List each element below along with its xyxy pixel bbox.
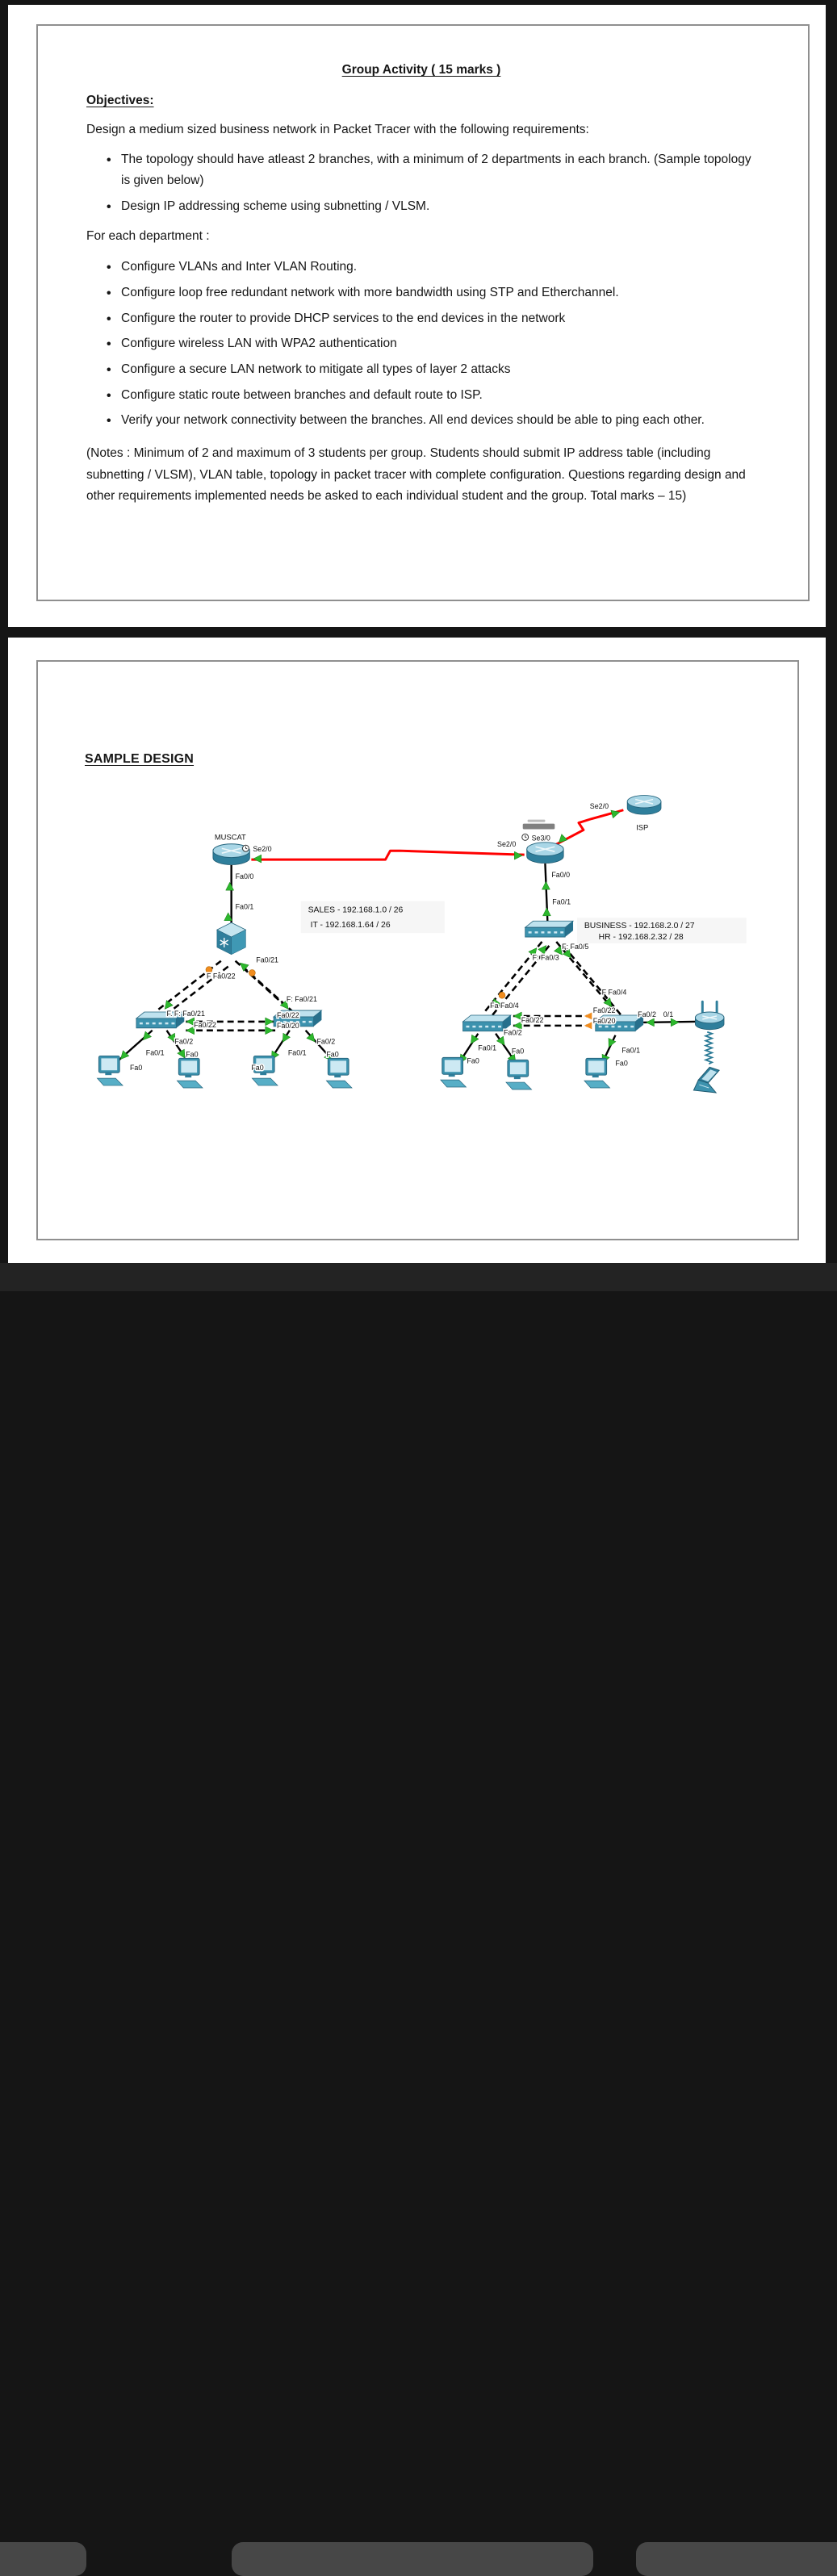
port-label: Se3/0 [531,834,550,843]
department-tasks-list [86,257,756,432]
port-label: Fa0/0 [235,872,254,880]
subnet-label: HR - 192.168.2.32 / 28 [598,933,684,943]
page1-border-box [36,24,810,601]
port-label: Fa0/1 [235,902,254,911]
port-label: Fa0/2 [503,1028,522,1037]
port-label: Fa0/1 [621,1046,641,1055]
network-topology-diagram [56,767,799,1114]
for-each-heading: For each department : [86,228,210,243]
port-label: Fa0/2 [174,1037,194,1046]
page2-border-box [36,660,799,1240]
port-label: Fa0/20 [592,1016,616,1025]
page-title: Group Activity ( 15 marks ) [341,63,501,77]
bullet-text: Design IP addressing scheme using subnetting / VLSM. [121,199,430,213]
document-page-2 [8,638,826,1263]
document-page-1 [8,5,826,627]
serial-link-muscat-branch2 [251,851,524,859]
port-label: Fa0/21 [256,956,278,964]
bullet-item [86,196,756,218]
router-isp [627,796,661,815]
port-label: F: Fa0/5 [562,942,589,951]
pc-4 [326,1058,352,1088]
bullet-text: Verify your network connectivity between the branches. All end devices should be able to ping each other. [121,413,705,428]
port-label: F. F: Fa0/21 [166,1009,205,1018]
sample-design-heading: SAMPLE DESIGN [85,752,195,766]
notes-paragraph: (Notes : Minimum of 2 and maximum of 3 students per group. Students should submit IP address table (including subnetting / VLSM), VLAN table, topology in packet tracer with complete configuration. Questions regarding design and other requirements implemented needs be asked to each individual student and the group. Total marks – 15) [86,445,746,504]
requirements-list [86,149,756,218]
router-branch2 [527,843,564,864]
bullet-item [86,149,756,192]
bullet-text: Configure wireless LAN with WPA2 authentication [121,337,397,351]
port-label: Fa0/2 [316,1037,336,1046]
bullet-text: Configure VLANs and Inter VLAN Routing. [121,260,358,274]
pc-1 [97,1056,123,1085]
port-label: Fa0/1 [145,1048,165,1057]
port-label: Fa Fa0/4 [490,1002,519,1010]
bullet-text: Configure the router to provide DHCP services to the end devices in the network [121,311,566,325]
wireless-laptop [693,1067,719,1093]
device-name: MUSCAT [214,832,246,842]
bullet-text: Configure loop free redundant network with more bandwidth using STP and Etherchannel. [121,285,619,299]
port-label: Fa0/22 [194,1020,216,1029]
bullet-item [86,410,756,432]
port-label: Fa0/20 [277,1021,299,1030]
port-label: Fa0/1 [552,897,571,906]
port-label: Fa0 [511,1047,525,1056]
port-label: Fa0/22 [521,1015,544,1024]
multilayer-switch-branch1 [217,922,246,955]
clock-icon [522,834,529,840]
bullet-item [86,308,756,330]
subnet-label: SALES - 192.168.1.0 / 26 [308,905,404,915]
port-label: F Fa0/22 [206,972,236,981]
bullet-item [86,359,756,381]
port-label: Fa0 [467,1056,479,1065]
bullet-item [86,282,756,304]
bullet-item [86,257,756,278]
port-label: F Fa0/4 [601,988,627,997]
port-label: Fa0 [326,1050,339,1059]
subnet-label: IT - 192.168.1.64 / 26 [310,921,391,930]
wireless-link-coil [705,1032,712,1064]
port-label: Fa0/1 [287,1048,307,1057]
bullet-text: The topology should have atleast 2 branches, with a minimum of 2 departments in each branch. (Sample topology is given below) [121,152,751,188]
port-label: Fa0/22 [277,1010,299,1019]
port-label: Fa0/1 [478,1043,497,1052]
port-label: Fa0/2 [638,1010,656,1018]
distribution-switch-branch2 [525,921,573,937]
branch2-router-name-illegible [523,820,555,830]
bottom-toolbar [0,1263,837,1291]
pc-7 [584,1058,610,1088]
bottom-bar-button[interactable] [636,2542,837,2576]
pc-6 [506,1060,532,1089]
port-label: Se2/0 [589,801,609,810]
port-label: F: Fa0/21 [286,995,317,1004]
bullet-item [86,333,756,355]
bottom-bar-button[interactable] [232,2542,593,2576]
objectives-heading: Objectives: [86,94,154,107]
pc-2 [177,1058,203,1088]
port-label: 0/1 [663,1010,674,1018]
port-label: Fa0/0 [551,870,571,879]
bottom-bar-button[interactable] [0,2542,86,2576]
port-label: Fa0 [130,1064,143,1073]
port-label: F: Fa0/3 [532,953,559,962]
port-label: Fa0/22 [592,1006,616,1015]
wireless-router [695,1002,724,1030]
pc-5 [441,1057,467,1087]
intro-paragraph: Design a medium sized business network in Packet Tracer with the following requirements: [86,123,589,136]
clock-icon [242,845,249,851]
port-label: Fa0 [251,1064,264,1073]
port-label: Se2/0 [253,845,272,854]
bullet-text: Configure static route between branches and default route to ISP. [121,387,483,402]
subnet-label: BUSINESS - 192.168.2.0 / 27 [584,922,695,931]
port-label: Fa0 [615,1059,628,1068]
port-label: Fa0 [186,1050,199,1059]
port-label: Se2/0 [497,840,517,849]
device-name: ISP [636,822,649,832]
bullet-text: Configure a secure LAN network to mitigate all types of layer 2 attacks [121,362,511,376]
bullet-item [86,385,756,407]
